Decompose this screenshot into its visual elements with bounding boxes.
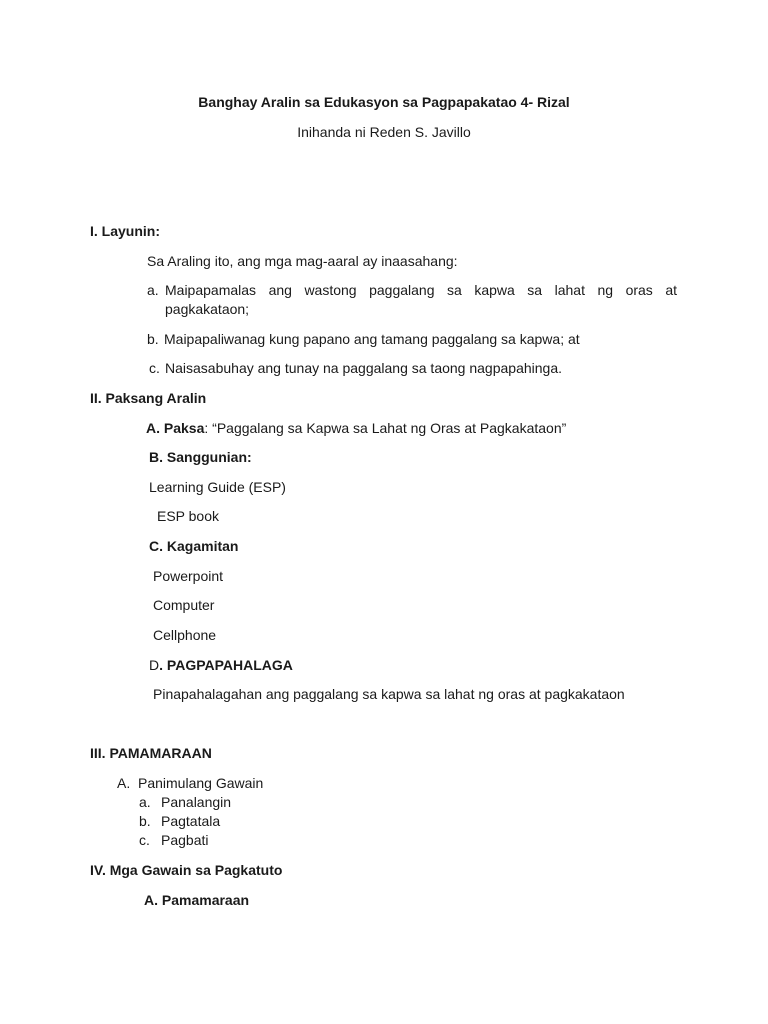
- author-line: Inihanda ni Reden S. Javillo: [297, 124, 471, 140]
- kagamitan-item: Powerpoint: [153, 568, 224, 584]
- panimulang-gawain-label: A.: [117, 775, 131, 791]
- objective-text: Maipapaliwanag kung papano ang tamang paggalang sa kapwa; at: [164, 331, 580, 347]
- list-item-label: c.: [139, 832, 150, 848]
- list-item-label: a.: [139, 794, 151, 810]
- page-title: Banghay Aralin sa Edukasyon sa Pagpapakatao 4- Rizal: [198, 94, 570, 110]
- section-heading-mga-gawain: IV. Mga Gawain sa Pagkatuto: [90, 862, 283, 878]
- pagpapahalaga-letter: D: [149, 657, 160, 673]
- paksa-line: [146, 420, 566, 437]
- objective-label: c.: [149, 360, 160, 376]
- list-item-text: Pagbati: [161, 832, 209, 848]
- paksa-text: : “Paggalang sa Kapwa sa Lahat ng Oras at Pagkakataon”: [204, 420, 567, 436]
- list-item-text: Panalangin: [161, 794, 232, 810]
- objective-label: a.: [147, 282, 159, 298]
- pamamaraan-subheading: A. Pamamaraan: [144, 892, 250, 908]
- objective-label: b.: [147, 331, 159, 347]
- objectives-intro: Sa Araling ito, ang mga mag-aaral ay inaasahang:: [147, 253, 458, 269]
- list-item-text: Pagtatala: [161, 813, 221, 829]
- objective-text: Maipapamalas ang wastong paggalang sa kapwa sa lahat ng oras at: [165, 282, 677, 298]
- kagamitan-item: Cellphone: [153, 627, 217, 643]
- sanggunian-item: ESP book: [157, 508, 220, 524]
- kagamitan-label: C. Kagamitan: [149, 538, 239, 554]
- pagpapahalaga-title: . PAGPAPAHALAGA: [159, 657, 293, 673]
- section-heading-pamamaraan: III. PAMAMARAAN: [90, 745, 212, 761]
- kagamitan-item: Computer: [153, 597, 215, 613]
- section-heading-paksang-aralin: II. Paksang Aralin: [90, 390, 207, 406]
- paksa-label: A. Paksa: [146, 420, 205, 436]
- sanggunian-label: B. Sanggunian:: [149, 449, 252, 465]
- section-heading-layunin: I. Layunin:: [90, 223, 160, 239]
- objective-text-continued: pagkakataon;: [165, 301, 250, 317]
- pagpapahalaga-text: Pinapahalagahan ang paggalang sa kapwa sa lahat ng oras at pagkakataon: [153, 686, 625, 702]
- objective-text: Naisasabuhay ang tunay na paggalang sa taong nagpapahinga.: [165, 360, 562, 376]
- pagpapahalaga-label: [149, 657, 293, 674]
- list-item-label: b.: [139, 813, 151, 829]
- sanggunian-item: Learning Guide (ESP): [149, 479, 286, 495]
- panimulang-gawain-text: Panimulang Gawain: [138, 775, 264, 791]
